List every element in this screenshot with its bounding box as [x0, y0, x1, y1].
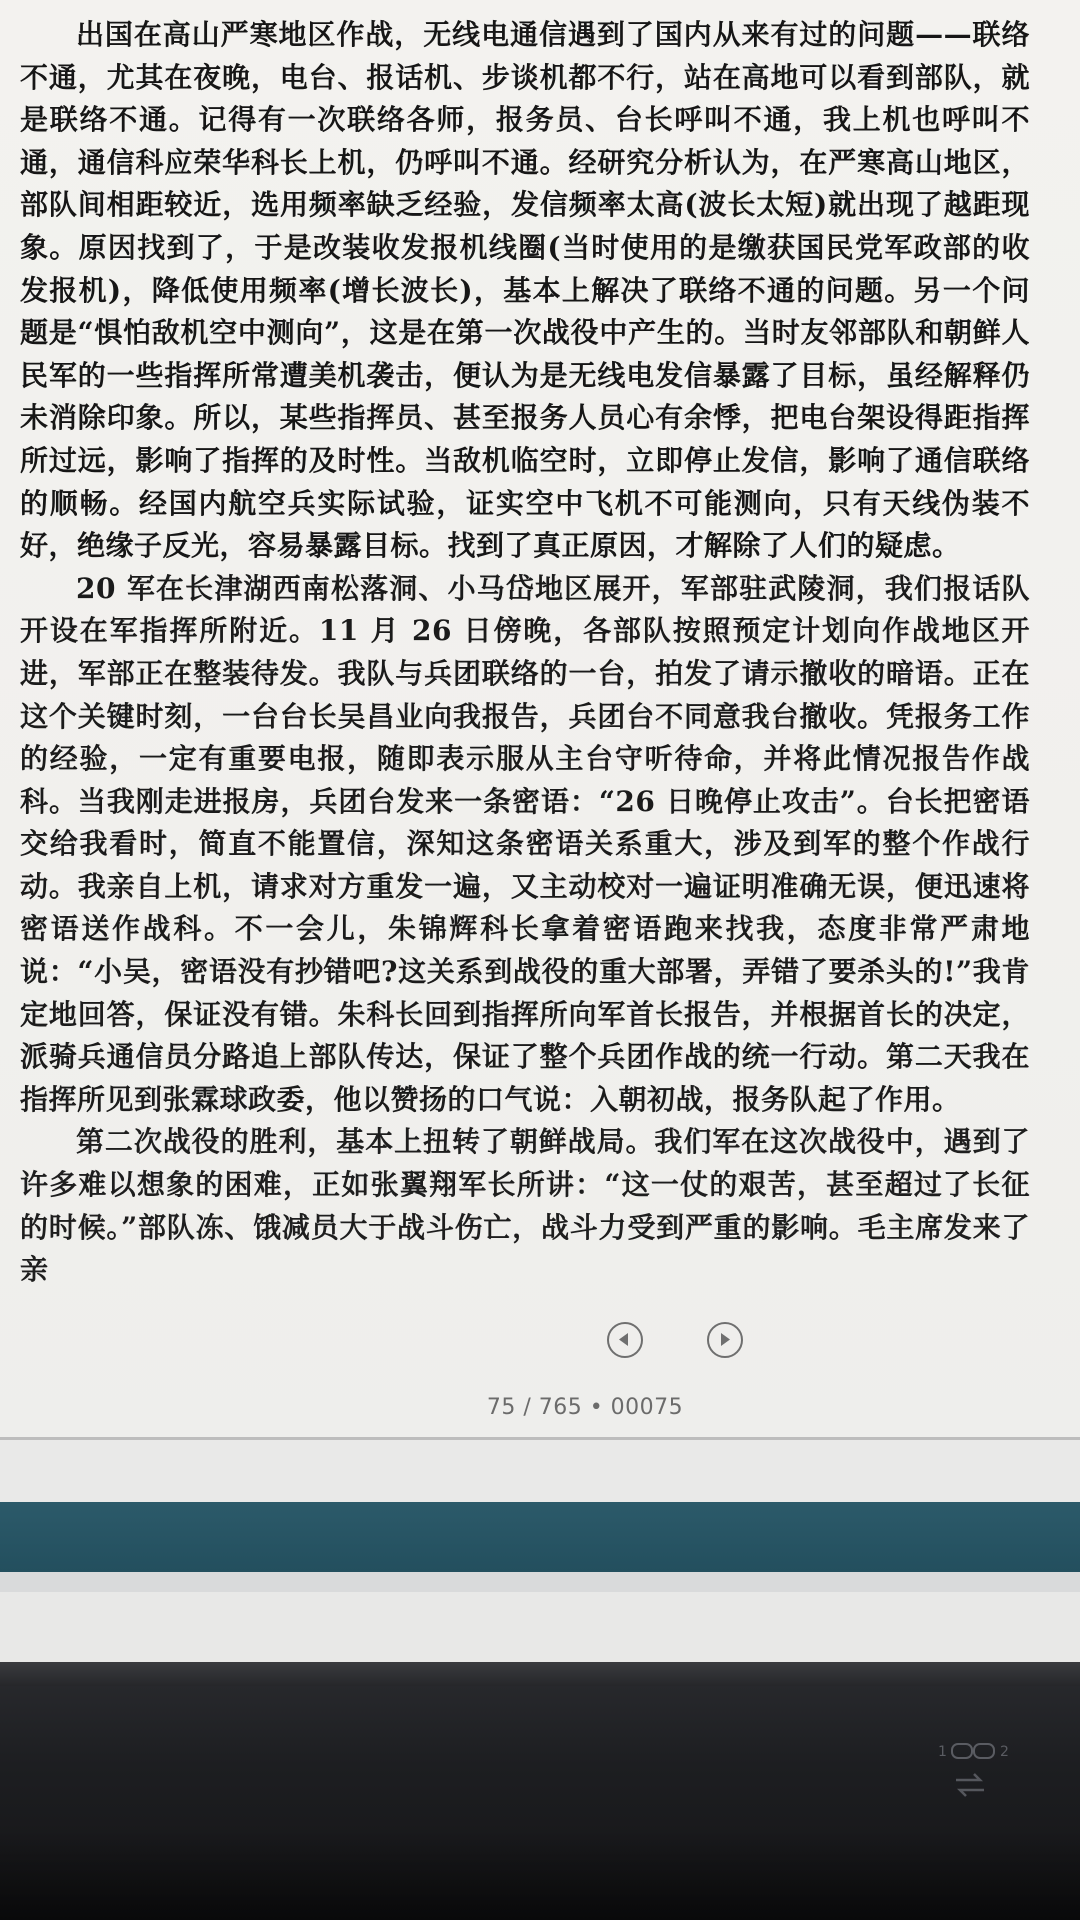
- chevron-left-circle-icon: [609, 1324, 640, 1355]
- next-page-button[interactable]: [707, 1322, 743, 1358]
- previous-page-button[interactable]: [607, 1322, 643, 1358]
- bottom-status-bar: [0, 1592, 1080, 1664]
- paragraph-2: 20 军在长津湖西南松落洞、小马岱地区展开，军部驻武陵洞，我们报话队开设在军指挥所附近。11 月 26 日傍晚，各部队按照预定计划向作战地区开进，军部正在整装待发。我队与兵团联络的一台，拍发了请示撤收的暗语。正在这个关键时刻，一台台长吴昌业向我报告，兵团台不同意我台撤收。凭报务工作的经验，一定有重要电报，随即表示服从主台守听待命，并将此情况报告作战科。当我刚走进报房，兵团台发来一条密语：“26 日晚停止攻击”。台长把密语交给我看时，简直不能置信，深知这条密语关系重大，涉及到军的整个作战行动。我亲自上机，请求对方重发一遍，又主动校对一遍证明准确无误，便迅速将密语送作战科。不一会儿，朱锦辉科长拿着密语跑来找我，态度非常严肃地说：“小吴，密语没有抄错吧?这关系到战役的重大部署，弄错了要杀头的!”我肯定地回答，保证没有错。朱科长回到指挥所向军首长报告，并根据首长的决定，派骑兵通信员分路追上部队传达，保证了整个兵团作战的统一行动。第二天我在指挥所见到张霖球政委，他以赞扬的口气说：入朝初战，报务队起了作用。: [20, 571, 1030, 1116]
- bezel-lip: [0, 1662, 1080, 1686]
- input-switch-icon[interactable]: [950, 1770, 990, 1800]
- taskbar-accent-bar: [0, 1502, 1080, 1572]
- paragraph-1: 出国在高山严寒地区作战，无线电通信遇到了国内从来有过的问题——联络不通，尤其在夜晚，电台、报话机、步谈机都不行，站在高地可以看到部队，就是联络不通。记得有一次联络各师，报务员、台长呼叫不通，我上机也呼叫不通，通信科应荣华科长上机，仍呼叫不通。经研究分析认为，在严寒高山地区，部队间相距较近，选用频率缺乏经验，发信频率太高(波长太短)就出现了越距现象。原因找到了，于是改装收发报机线圈(当时使用的是缴获国民党军政部的收发报机)，降低使用频率(增长波长)，基本上解决了联络不通的问题。另一个问题是“惧怕敌机空中测向”，这是在第一次战役中产生的。当时友邻部队和朝鲜人民军的一些指挥所常遭美机袭击，便认为是无线电发信暴露了目标，虽经解释仍未消除印象。所以，某些指挥员、甚至报务人员心有余悸，把电台架设得距指挥所过远，影响了指挥的及时性。当敌机临空时，立即停止发信，影响了通信联络的顺畅。经国内航空兵实际试验，证实空中飞机不可能测向，只有天线伪装不好，绝缘子反光，容易暴露目标。找到了真正原因，才解除了人们的疑虑。: [20, 18, 1030, 563]
- chevron-right-circle-icon: [709, 1324, 740, 1355]
- bezel-shadow: [0, 1830, 1080, 1920]
- page-indicator: 75 / 765 • 00075: [486, 1395, 684, 1420]
- monitor-bezel: [0, 1662, 1080, 1920]
- link-icon: [946, 1740, 1002, 1764]
- input-label-1: 1: [938, 1744, 947, 1760]
- paragraph-3: 第二次战役的胜利，基本上扭转了朝鲜战局。我们军在这次战役中，遇到了许多难以想象的困难，正如张翼翔军长所讲：“这一仗的艰苦，甚至超过了长征的时候。”部队冻、饿减员大于战斗伤亡，战斗力受到严重的影响。毛主席发来了亲: [20, 1125, 1030, 1287]
- window-separator: [0, 1572, 1080, 1592]
- page-navigation: [0, 1322, 1080, 1362]
- page-content: [20, 14, 1030, 1292]
- input-label-2: 2: [1000, 1744, 1009, 1760]
- viewer-footer-pane: [0, 1440, 1080, 1502]
